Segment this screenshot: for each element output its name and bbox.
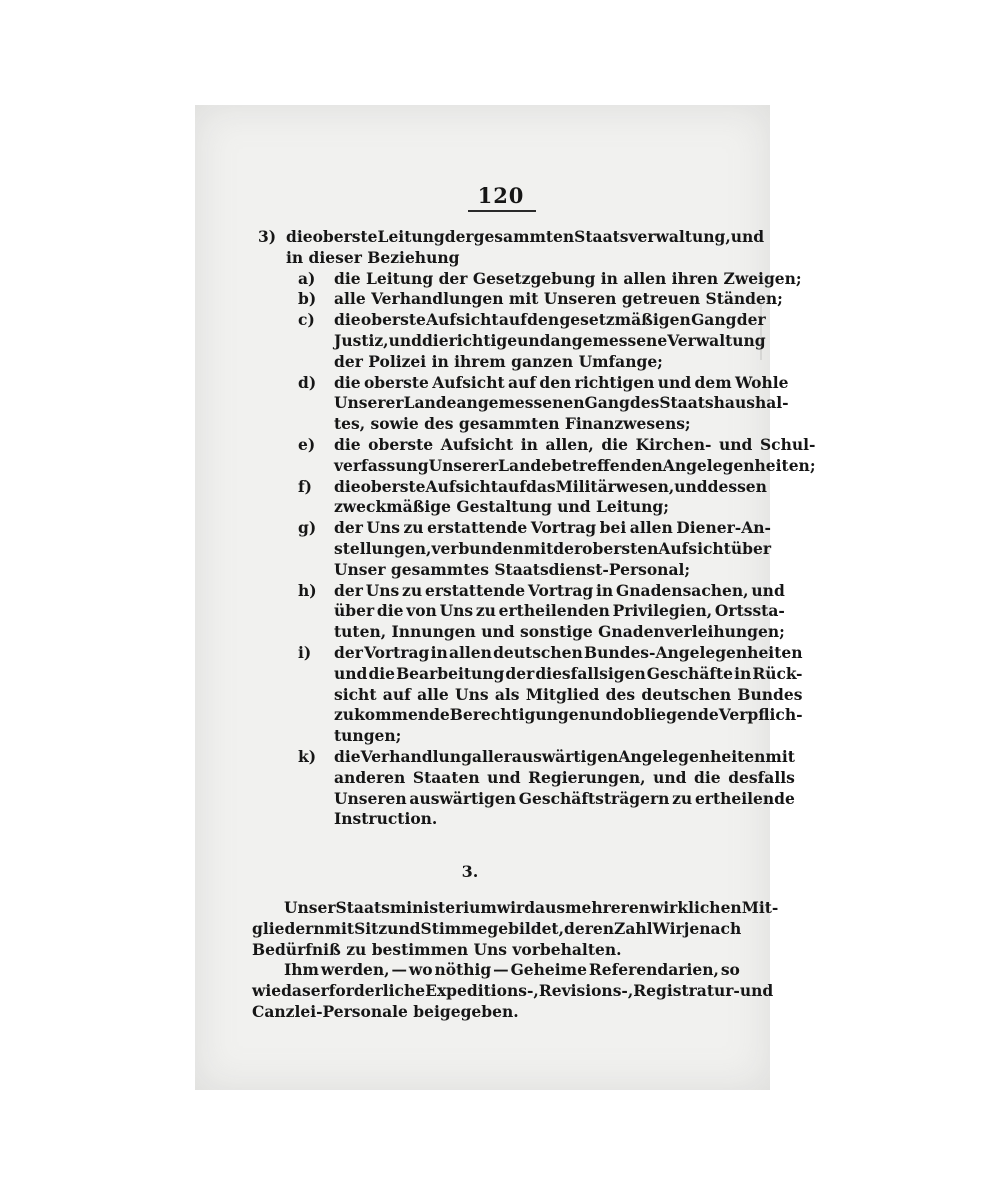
text-line bbox=[252, 981, 774, 1002]
item-letter: e) bbox=[298, 434, 316, 454]
word: Aufsicht bbox=[426, 310, 499, 330]
text-line: tuten, Innungen und sonstige Gnadenverleihungen; bbox=[334, 622, 785, 642]
word: Privilegien, bbox=[612, 601, 713, 621]
text-line bbox=[334, 747, 795, 768]
word: angemessenen bbox=[456, 393, 585, 413]
text-line: der Polizei in ihrem ganzen Umfange; bbox=[334, 351, 663, 371]
word: der bbox=[505, 663, 535, 683]
section-3-intro-body bbox=[286, 227, 764, 248]
word: die bbox=[334, 372, 361, 392]
word: Mit- bbox=[741, 898, 779, 917]
text-line bbox=[334, 331, 766, 352]
word: auswärtigen bbox=[409, 788, 517, 808]
item-body bbox=[334, 269, 802, 290]
text-line: Canzlei-Personale beigegeben. bbox=[252, 1001, 519, 1021]
word: die bbox=[376, 601, 404, 621]
word: Kirchen- bbox=[635, 434, 712, 454]
word: Unser bbox=[284, 898, 336, 917]
word: allen bbox=[448, 642, 492, 662]
word: Diener-An- bbox=[676, 518, 771, 538]
word: Stimme bbox=[420, 918, 488, 938]
word: und bbox=[657, 372, 692, 392]
word: erstattende bbox=[424, 580, 526, 600]
word: zu bbox=[475, 601, 496, 621]
word: die bbox=[694, 767, 721, 787]
word: richtige bbox=[448, 330, 518, 350]
word: wirklichen bbox=[649, 898, 742, 917]
word: die bbox=[334, 476, 361, 496]
word: Ihm bbox=[284, 960, 319, 980]
text-line bbox=[252, 919, 740, 940]
word: Angelegenheiten; bbox=[662, 455, 816, 475]
body-paragraphs bbox=[252, 898, 779, 1023]
word: alle bbox=[417, 684, 449, 704]
word: der bbox=[736, 310, 766, 330]
word: aller bbox=[471, 746, 512, 766]
item-letter: c) bbox=[298, 310, 315, 330]
word: und bbox=[739, 981, 774, 1001]
word: ertheilenden bbox=[498, 601, 610, 621]
word: der bbox=[553, 538, 583, 558]
text-line bbox=[334, 539, 771, 560]
list-item-c bbox=[258, 310, 766, 372]
word: Bundes-Angelegenheiten bbox=[583, 642, 803, 662]
word: ertheilende bbox=[694, 788, 795, 808]
word: Vortrag bbox=[530, 518, 597, 538]
word: Uns bbox=[366, 518, 400, 538]
text-line bbox=[334, 477, 767, 498]
list-item-k bbox=[258, 746, 795, 830]
list-item-e bbox=[258, 434, 816, 477]
word: Lande bbox=[403, 393, 457, 413]
page-number-rule bbox=[468, 210, 536, 212]
list-item-d bbox=[258, 372, 789, 435]
word: verfassung bbox=[334, 455, 429, 475]
item-letter: h) bbox=[298, 580, 317, 600]
word: Vortrag bbox=[527, 580, 594, 600]
text-line: in dieser Beziehung bbox=[286, 247, 460, 267]
word: Regierungen, bbox=[528, 767, 646, 787]
word: Gang bbox=[691, 310, 737, 330]
word: stellungen, bbox=[334, 538, 432, 558]
item-body bbox=[334, 477, 767, 519]
word: zu bbox=[403, 518, 424, 538]
word: auf bbox=[382, 684, 411, 704]
text-line: Instruction. bbox=[334, 809, 438, 829]
word: Verwaltung bbox=[667, 330, 766, 350]
word: richtigen bbox=[574, 372, 655, 392]
word: erforderliche bbox=[310, 981, 426, 1001]
word: dessen bbox=[707, 476, 767, 496]
text-line bbox=[334, 518, 771, 539]
item-letter: b) bbox=[298, 289, 317, 309]
item-body bbox=[334, 373, 789, 435]
word: sicht bbox=[334, 684, 377, 704]
word: Ortssta- bbox=[714, 601, 785, 621]
text-line: Bedürfniß zu bestimmen Uns vorbehalten. bbox=[252, 939, 622, 959]
word: Berechtigungen bbox=[449, 705, 590, 725]
word: deren bbox=[564, 918, 614, 938]
word: die bbox=[334, 310, 361, 330]
text-line: zweckmäßige Gestaltung und Leitung; bbox=[334, 497, 669, 517]
word: nach bbox=[699, 918, 742, 938]
word: Rück- bbox=[752, 663, 803, 683]
word: und bbox=[751, 580, 785, 600]
word: Referendarien, bbox=[588, 960, 719, 980]
list-item-f bbox=[258, 476, 767, 519]
word: zu bbox=[402, 580, 423, 600]
section-heading: 3. bbox=[461, 862, 479, 881]
word: Expeditions-, bbox=[425, 981, 539, 1001]
item-body bbox=[334, 289, 783, 310]
word: Sitz bbox=[354, 918, 388, 938]
word: und bbox=[517, 330, 551, 350]
item-letter: k) bbox=[298, 746, 317, 766]
word: Gnadensachen, bbox=[616, 580, 749, 600]
item-body bbox=[334, 435, 816, 477]
word: Staatsministerium bbox=[335, 898, 497, 917]
word: Leitung bbox=[377, 227, 445, 246]
word: den bbox=[527, 310, 560, 330]
word: und bbox=[388, 330, 422, 350]
list-item-h bbox=[258, 580, 785, 643]
word: — bbox=[391, 960, 407, 980]
word: der bbox=[334, 642, 363, 662]
item-letter: f) bbox=[298, 476, 313, 496]
word: Geschäfte bbox=[646, 663, 734, 683]
word: Zahl bbox=[614, 918, 653, 938]
text-line bbox=[334, 685, 803, 706]
text-line bbox=[334, 373, 789, 394]
word: von bbox=[406, 601, 437, 621]
text-line bbox=[334, 768, 795, 789]
item-letter: a) bbox=[298, 268, 316, 288]
word: Lande bbox=[498, 455, 552, 475]
word: und bbox=[387, 918, 421, 938]
word: — bbox=[493, 960, 509, 980]
word: anderen bbox=[334, 767, 406, 787]
word: die bbox=[286, 227, 313, 246]
word: der bbox=[334, 518, 363, 538]
word: in bbox=[596, 580, 614, 600]
word: und bbox=[730, 227, 765, 246]
word: Unserer bbox=[334, 393, 404, 413]
text-line bbox=[334, 393, 789, 414]
text-line bbox=[334, 435, 816, 456]
word: diesfallsigen bbox=[535, 663, 646, 683]
word: obliegende bbox=[623, 705, 719, 725]
word: mit bbox=[765, 746, 795, 766]
word: Gang bbox=[584, 393, 630, 413]
list-item-i bbox=[258, 642, 803, 747]
word: wie bbox=[252, 981, 282, 1001]
word: Angelegenheiten bbox=[618, 746, 766, 766]
item-body bbox=[334, 310, 766, 372]
word: Aufsicht bbox=[658, 538, 731, 558]
word: bei bbox=[599, 518, 627, 538]
word: der bbox=[334, 580, 363, 600]
text-line: Unser gesammtes Staatsdienst-Personal; bbox=[334, 559, 691, 579]
word: Bundes bbox=[737, 684, 803, 704]
word: Staaten bbox=[412, 767, 480, 787]
word: Registratur- bbox=[633, 981, 740, 1001]
item-body bbox=[334, 581, 785, 643]
word: gesetzmäßigen bbox=[559, 310, 691, 330]
word: über bbox=[730, 538, 771, 558]
word: das bbox=[525, 476, 556, 496]
word: die bbox=[601, 434, 629, 454]
word: dem bbox=[694, 372, 732, 392]
word: obersten bbox=[582, 538, 659, 558]
word: Bearbeitung bbox=[396, 663, 505, 683]
paragraph bbox=[252, 960, 774, 1022]
word: Geheime bbox=[510, 960, 587, 980]
word: Verhandlung bbox=[360, 746, 472, 766]
word: als bbox=[494, 684, 520, 704]
word: desfalls bbox=[728, 767, 795, 787]
word: Wir bbox=[652, 918, 684, 938]
word: der bbox=[444, 227, 474, 246]
word: oberste bbox=[360, 310, 426, 330]
word: in bbox=[430, 642, 448, 662]
word: deutschen bbox=[493, 642, 583, 662]
word: in bbox=[734, 663, 752, 683]
word: Aufsicht bbox=[440, 434, 514, 454]
item-letter: g) bbox=[298, 518, 317, 538]
word: die bbox=[334, 746, 361, 766]
word: Unserer bbox=[428, 455, 499, 475]
word: gesammten bbox=[473, 227, 575, 246]
item-body bbox=[334, 643, 803, 747]
word: Verpflich- bbox=[718, 705, 803, 725]
word: auswärtigen bbox=[511, 746, 619, 766]
word: in bbox=[520, 434, 538, 454]
word: Vortrag bbox=[364, 642, 430, 662]
word: zu bbox=[672, 788, 693, 808]
word: aus bbox=[535, 898, 566, 917]
word: mehreren bbox=[565, 898, 650, 917]
text-line bbox=[334, 643, 803, 664]
word: Geschäftsträgern bbox=[518, 788, 670, 808]
list-item-a bbox=[258, 268, 802, 290]
word: auf bbox=[498, 310, 527, 330]
list-item-g bbox=[258, 518, 771, 580]
word: oberste bbox=[312, 227, 378, 246]
word: mit bbox=[324, 918, 355, 938]
word: und bbox=[653, 767, 687, 787]
word: oberste bbox=[360, 476, 426, 496]
word: auf bbox=[498, 476, 526, 496]
word: oberste bbox=[368, 434, 434, 454]
word: mit bbox=[523, 538, 554, 558]
item-body bbox=[334, 747, 795, 830]
word: verbunden bbox=[431, 538, 524, 558]
paragraph bbox=[252, 898, 779, 960]
word: zukommende bbox=[334, 705, 450, 725]
word: und bbox=[674, 476, 708, 496]
word: Uns bbox=[455, 684, 489, 704]
list-item-b bbox=[258, 289, 783, 310]
word: über bbox=[334, 601, 375, 621]
word: und bbox=[718, 434, 753, 454]
word: gliedern bbox=[252, 918, 325, 938]
section-3-list bbox=[258, 227, 816, 830]
word: gebildet, bbox=[487, 918, 564, 938]
text-line bbox=[252, 898, 779, 919]
section-3-number: 3) bbox=[258, 227, 277, 246]
word: und bbox=[334, 663, 368, 683]
word: oberste bbox=[363, 372, 429, 392]
word: deutschen bbox=[641, 684, 732, 704]
word: je bbox=[683, 918, 700, 938]
word: Mitglied bbox=[525, 684, 600, 704]
word: wird bbox=[496, 898, 536, 917]
word: betreffenden bbox=[551, 455, 663, 475]
word: und bbox=[589, 705, 624, 725]
text-line bbox=[334, 789, 795, 810]
word: Unseren bbox=[334, 788, 407, 808]
word: wo bbox=[408, 960, 433, 980]
word: Justiz, bbox=[334, 330, 389, 350]
word: die bbox=[334, 434, 361, 454]
word: die bbox=[368, 663, 396, 683]
text-line bbox=[334, 581, 785, 602]
text-line bbox=[334, 601, 785, 622]
word: so bbox=[720, 960, 740, 980]
page-number: 120 bbox=[477, 183, 525, 208]
word: das bbox=[281, 981, 311, 1001]
word: Aufsicht bbox=[425, 476, 498, 496]
word: Revisions-, bbox=[538, 981, 634, 1001]
word: die bbox=[421, 330, 449, 350]
word: auf bbox=[508, 372, 537, 392]
word: werden, bbox=[320, 960, 390, 980]
text-line bbox=[334, 664, 803, 685]
text-line bbox=[334, 456, 816, 477]
item-body bbox=[334, 518, 771, 580]
word: Staatsverwaltung, bbox=[574, 227, 731, 246]
text-line: alle Verhandlungen mit Unseren getreuen Ständen; bbox=[334, 289, 783, 309]
word: erstattende bbox=[427, 518, 528, 538]
word: Aufsicht bbox=[432, 372, 505, 392]
section-3-intro bbox=[258, 227, 765, 248]
word: nöthig bbox=[434, 960, 492, 980]
word: des bbox=[605, 684, 636, 704]
text-line bbox=[252, 960, 740, 981]
word: allen bbox=[629, 518, 673, 538]
word: des bbox=[629, 393, 660, 413]
word: Uns bbox=[365, 580, 400, 600]
item-letter: i) bbox=[298, 642, 312, 662]
word: Staatshaushal- bbox=[659, 393, 789, 413]
word: allen, bbox=[545, 434, 594, 454]
word: und bbox=[487, 767, 521, 787]
word: angemessene bbox=[550, 330, 668, 350]
text-line bbox=[334, 705, 803, 726]
word: den bbox=[539, 372, 572, 392]
word: Militärwesen, bbox=[555, 476, 675, 496]
word: Wohle bbox=[734, 372, 789, 392]
text-line bbox=[286, 227, 764, 248]
item-letter: d) bbox=[298, 372, 317, 392]
word: Schul- bbox=[759, 434, 816, 454]
text-line: die Leitung der Gesetzgebung in allen ihren Zweigen; bbox=[334, 268, 802, 288]
text-line: tungen; bbox=[334, 726, 402, 746]
text-line bbox=[334, 310, 766, 331]
text-line: tes, sowie des gesammten Finanzwesens; bbox=[334, 414, 691, 434]
word: Uns bbox=[439, 601, 474, 621]
